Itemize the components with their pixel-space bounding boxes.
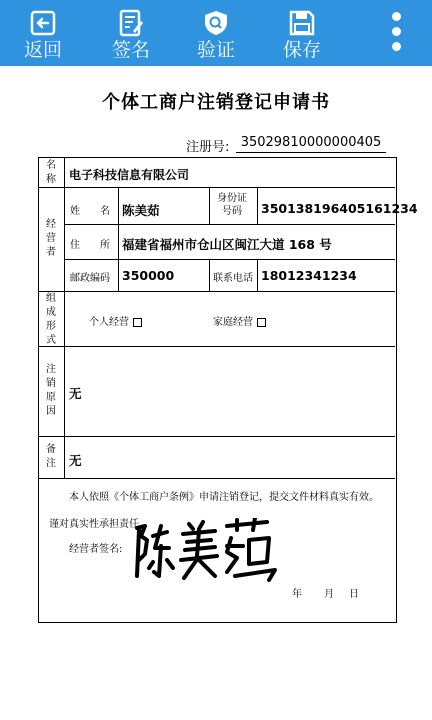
back-button[interactable] [3,0,83,66]
family-checkbox[interactable] [257,318,266,327]
save-label: 保存 [282,39,321,61]
address-value: 福建省福州市仓山区闽江大道 168 号 [122,237,332,252]
top-toolbar [0,0,432,66]
remark-label: 备 注 [46,444,56,469]
individual-option[interactable] [89,313,142,328]
postal-label: 邮政编码 [70,273,110,284]
individual-option-label: 个人经营 [89,317,129,328]
declaration-line-1: 本人依照《个体工商户条例》申请注销登记，提交文件材料真实有效。 [69,492,379,503]
sign-button[interactable] [91,0,171,66]
reason-label: 注 销 原 因 [46,364,56,417]
surname-label: 姓 名 [70,206,110,217]
date-year: 年 [292,589,302,600]
family-option[interactable] [213,313,266,328]
application-form [38,157,418,623]
form-type-label: 组 成 形 式 [46,293,56,346]
postal-code: 350000 [122,268,175,283]
remark-value: 无 [69,453,82,468]
date-month: 月 [324,589,334,600]
back-icon [29,9,57,37]
date-day: 日 [349,589,359,600]
verify-button[interactable] [176,0,256,66]
reg-number-value: 35029810000000405 [236,134,386,153]
sign-label: 签名 [111,39,150,61]
reg-number-label: 注册号: [186,140,230,155]
phone-label: 联系电话 [213,273,253,284]
save-icon [288,9,316,37]
company-name: 电子科技信息有限公司 [69,168,190,182]
operator-name: 陈美茹 [122,203,160,218]
address-label: 住 所 [70,240,110,251]
family-option-label: 家庭经营 [213,317,253,328]
more-menu-icon[interactable] [392,12,402,56]
individual-checkbox[interactable] [133,318,142,327]
id-number: 350138196405161234 [261,201,418,216]
document-title: 个体工商户注销登记申请书 [102,92,330,113]
id-label: 身份证 号码 [217,193,247,217]
save-button[interactable] [262,0,342,66]
verify-label: 验证 [196,39,235,61]
name-label: 名 称 [46,160,56,185]
signature-label: 经营者签名: [69,544,123,555]
shield-check-icon [202,9,230,37]
handwritten-signature [131,518,281,586]
operator-label: 经 营 者 [46,219,56,258]
phone-value: 18012341234 [261,268,357,283]
back-label: 返回 [23,39,62,61]
declaration-line-2: 谨对真实性承担责任。 [49,519,149,530]
reason-value: 无 [69,386,82,401]
sign-pen-icon [117,9,145,37]
